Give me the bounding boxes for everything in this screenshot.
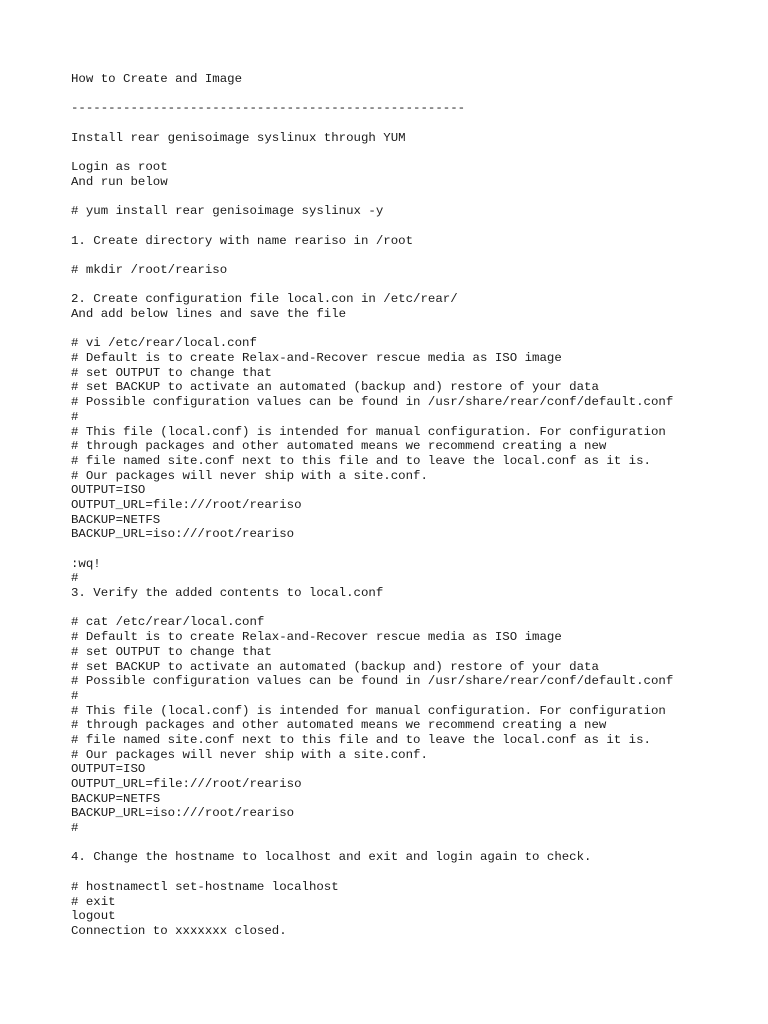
shell-command-line: # This file (local.conf) is intended for manual configuration. For configuration — [71, 424, 666, 439]
shell-command-line: # Possible configuration values can be found in /usr/share/rear/conf/default.conf — [71, 395, 674, 410]
document-body — [71, 72, 751, 939]
text-line: BACKUP_URL=iso:///root/reariso — [71, 527, 295, 542]
blank-line — [71, 190, 751, 205]
shell-command-line: # exit — [71, 894, 116, 909]
text-line: Connection to xxxxxxx closed. — [71, 923, 287, 938]
shell-command-line: # set BACKUP to activate an automated (backup and) restore of your data — [71, 659, 599, 674]
blank-line — [71, 219, 751, 234]
text-line: OUTPUT=ISO — [71, 483, 146, 498]
blank-line — [71, 116, 751, 131]
shell-command-line: # Possible configuration values can be found in /usr/share/rear/conf/default.conf — [71, 674, 674, 689]
shell-command-line: # set BACKUP to activate an automated (backup and) restore of your data — [71, 380, 599, 395]
text-line: Install rear genisoimage syslinux through YUM — [71, 130, 406, 145]
shell-command-line: # through packages and other automated means we recommend creating a new — [71, 718, 607, 733]
text-line: OUTPUT_URL=file:///root/reariso — [71, 777, 302, 791]
text-line: BACKUP=NETFS — [71, 512, 161, 527]
shell-command-line: # set OUTPUT to change that — [71, 644, 272, 659]
text-line: :wq! — [71, 556, 101, 571]
text-line: OUTPUT=ISO — [71, 762, 146, 777]
shell-command-line: # Default is to create Relax-and-Recover rescue media as ISO image — [71, 351, 562, 366]
blank-line — [71, 248, 751, 263]
text-line: And add below lines and save the file — [71, 307, 347, 321]
blank-line — [71, 322, 751, 337]
blank-line — [71, 87, 751, 102]
blank-line — [71, 865, 751, 880]
blank-line — [71, 836, 751, 851]
shell-command-line: # file named site.conf next to this file and to leave the local.conf as it is. — [71, 453, 651, 468]
shell-command-line: # through packages and other automated means we recommend creating a new — [71, 439, 607, 454]
shell-command-line: # mkdir /root/reariso — [71, 262, 228, 277]
blank-line — [71, 601, 751, 616]
shell-command-line: # file named site.conf next to this file and to leave the local.conf as it is. — [71, 732, 651, 747]
shell-command-line: # — [71, 409, 79, 424]
step-heading: 1. Create directory with name reariso in /root — [71, 233, 414, 248]
shell-command-line: # set OUTPUT to change that — [71, 365, 272, 380]
step-heading: 3. Verify the added contents to local.conf — [71, 586, 384, 601]
text-line: logout — [71, 909, 116, 924]
blank-line — [71, 145, 751, 160]
text-line: BACKUP_URL=iso:///root/reariso — [71, 806, 295, 821]
shell-command-line: # vi /etc/rear/local.conf — [71, 336, 257, 351]
text-line: And run below — [71, 174, 168, 189]
blank-line — [71, 278, 751, 293]
title-underline: ----------------------------------------------------- — [71, 101, 466, 116]
text-line: OUTPUT_URL=file:///root/reariso — [71, 497, 302, 512]
text-line: Login as root — [71, 160, 168, 175]
shell-command-line: # This file (local.conf) is intended for manual configuration. For configuration — [71, 703, 666, 718]
shell-command-line: # Our packages will never ship with a site.conf. — [71, 468, 428, 483]
shell-command-line: # hostnamectl set-hostname localhost — [71, 879, 339, 894]
document-title: How to Create and Image — [71, 72, 243, 86]
shell-command-line: # — [71, 821, 79, 836]
shell-command-line: # cat /etc/rear/local.conf — [71, 615, 265, 630]
text-line: BACKUP=NETFS — [71, 791, 161, 806]
blank-line — [71, 542, 751, 557]
step-heading: 4. Change the hostname to localhost and exit and login again to check. — [71, 850, 592, 865]
step-heading: 2. Create configuration file local.con in /etc/rear/ — [71, 292, 458, 307]
shell-command-line: # — [71, 571, 79, 586]
shell-command-line: # Default is to create Relax-and-Recover rescue media as ISO image — [71, 630, 562, 645]
shell-command-line: # — [71, 688, 79, 703]
shell-command-line: # yum install rear genisoimage syslinux -y — [71, 204, 384, 219]
shell-command-line: # Our packages will never ship with a site.conf. — [71, 747, 428, 762]
